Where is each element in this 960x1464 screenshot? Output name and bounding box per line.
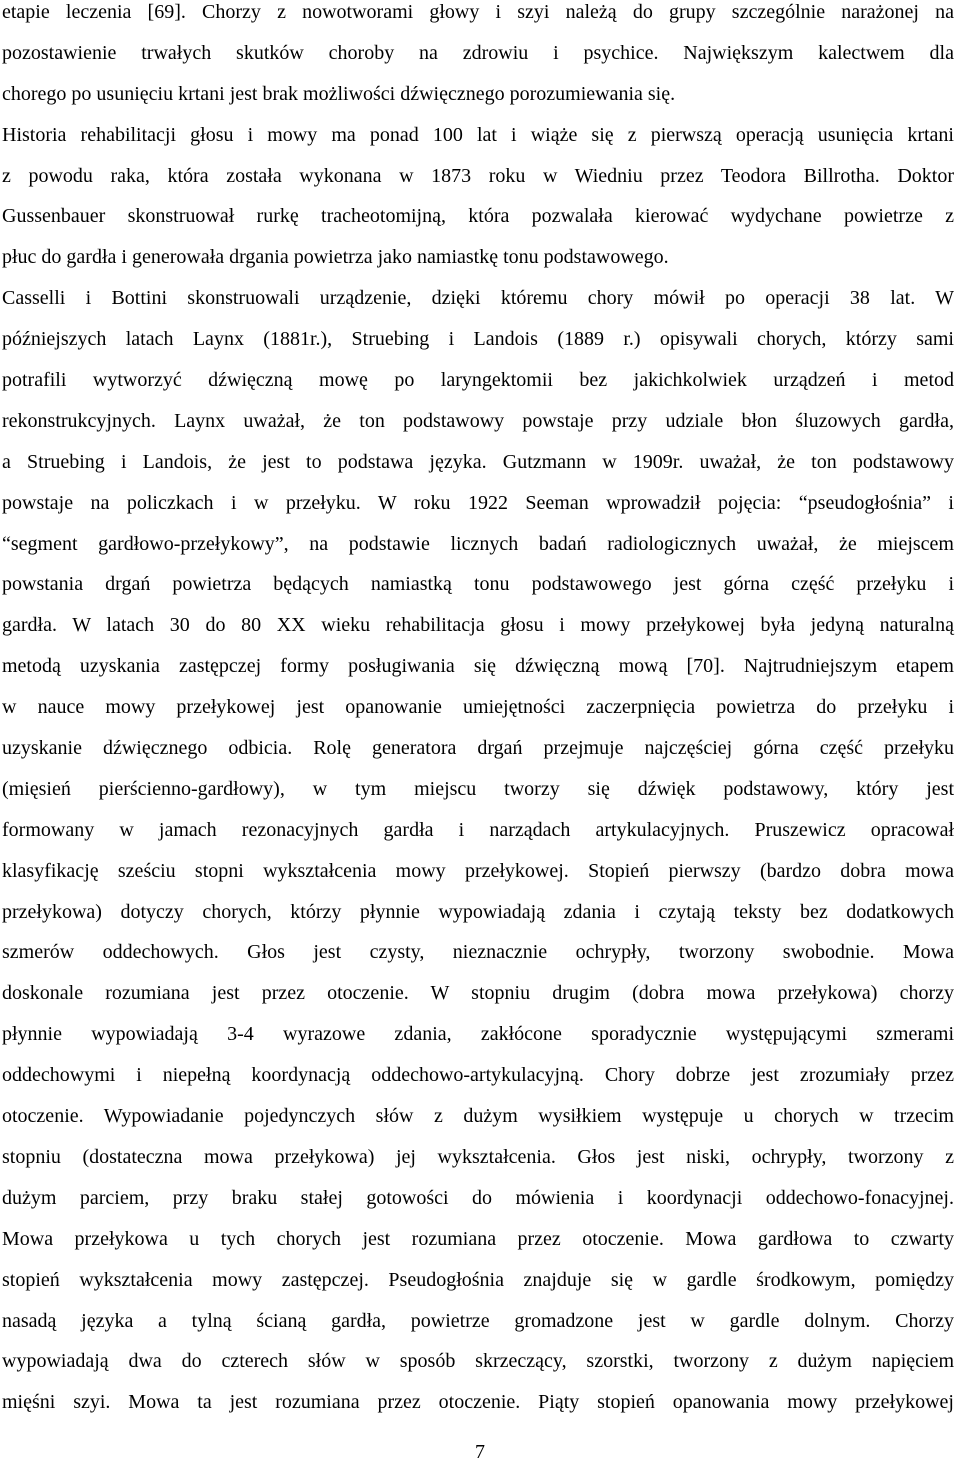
text-line: (mięsień pierścienno-gardłowy), w tym miejscu tworzy się dźwięk podstawowy, który jest [2, 777, 954, 800]
text-line: “segment gardłowo-przełykowy”, na podstawie licznych badań radiologicznych uważał, że miejscem [2, 532, 954, 555]
body-text [2, 0, 954, 1423]
text-line: późniejszych latach Laynx (1881r.), Struebing i Landois (1889 r.) opisywali chorych, którzy sami [2, 328, 954, 351]
text-line: z powodu raka, która została wykonana w 1873 roku w Wiedniu przez Teodora Billrotha. Doktor [2, 164, 954, 187]
text-line: stopień wykształcenia mowy zastępczej. Pseudogłośnia znajduje się w gardle środkowym, pomiędzy [2, 1268, 954, 1291]
text-line: otoczenie. Wypowiadanie pojedynczych słów z dużym wysiłkiem występuje u chorych w trzecim [2, 1105, 954, 1128]
text-line: uzyskanie dźwięcznego odbicia. Rolę generatora drgań przejmuje najczęściej górna część przełyku [2, 737, 954, 760]
text-line: klasyfikację sześciu stopni wykształcenia mowy przełykowej. Stopień pierwszy (bardzo dobra mowa [2, 859, 954, 882]
text-line: potrafili wytworzyć dźwięczną mowę po laryngektomii bez jakichkolwiek urządzeń i metod [2, 369, 954, 392]
text-line: chorego po usunięciu krtani jest brak możliwości dźwięcznego porozumiewania się. [2, 82, 676, 105]
text-line: gardła. W latach 30 do 80 XX wieku rehabilitacja głosu i mowy przełykowej była jedyną naturalną [2, 614, 954, 637]
text-line: formowany w jamach rezonacyjnych gardła i narządach artykulacyjnych. Pruszewicz opracował [2, 818, 954, 841]
text-line: płynnie wypowiadają 3-4 wyrazowe zdania, zakłócone sporadycznie występującymi szmerami [2, 1023, 954, 1046]
text-line: wypowiadają dwa do czterech słów w sposób skrzeczący, szorstki, tworzony z dużym napięciem [2, 1350, 954, 1373]
text-line: w nauce mowy przełykowej jest opanowanie umiejętności zaczerpnięcia powietrza do przełyku i [2, 696, 954, 719]
text-line: przełykowa) dotyczy chorych, którzy płynnie wypowiadają zdania i czytają teksty bez dodatkowych [2, 900, 954, 923]
text-line: szmerów oddechowych. Głos jest czysty, nieznacznie ochrypły, tworzony swobodnie. Mowa [2, 941, 954, 964]
text-line: płuc do gardła i generowała drgania powietrza jako namiastkę tonu podstawowego. [2, 246, 669, 269]
text-line: dużym parciem, przy braku stałej gotowości do mówienia i koordynacji oddechowo-fonacyjnej. [2, 1186, 954, 1209]
text-line: pozostawienie trwałych skutków choroby na zdrowiu i psychice. Największym kalectwem dla [2, 41, 954, 64]
text-line: Gussenbauer skonstruował rurkę tracheotomijną, która pozwalała kierować wydychane powietrze z [2, 205, 954, 228]
text-line: Casselli i Bottini skonstruowali urządzenie, dzięki któremu chory mówił po operacji 38 lat. W [2, 287, 954, 310]
text-line: doskonale rozumiana jest przez otoczenie. W stopniu drugim (dobra mowa przełykowa) chorzy [2, 982, 954, 1005]
text-line: rekonstrukcyjnych. Laynx uważał, że ton podstawowy powstaje przy udziale błon śluzowych gardła, [2, 409, 954, 432]
text-line: stopniu (dostateczna mowa przełykowa) jej wykształcenia. Głos jest niski, ochrypły, tworzony z [2, 1145, 954, 1168]
text-line: Mowa przełykowa u tych chorych jest rozumiana przez otoczenie. Mowa gardłowa to czwarty [2, 1227, 954, 1250]
text-line: powstaje na policzkach i w przełyku. W roku 1922 Seeman wprowadził pojęcia: “pseudogłośnia” i [2, 491, 954, 514]
text-line: Historia rehabilitacji głosu i mowy ma ponad 100 lat i wiąże się z pierwszą operacją usunięcia krtani [2, 123, 954, 146]
text-line: etapie leczenia [69]. Chorzy z nowotworami głowy i szyi należą do grupy szczególnie narażonej na [2, 1, 954, 23]
text-line: mięśni szyi. Mowa ta jest rozumiana przez otoczenie. Piąty stopień opanowania mowy przełykowej [2, 1391, 954, 1414]
text-line: a Struebing i Landois, że jest to podstawa języka. Gutzmann w 1909r. uważał, że ton podstawowy [2, 450, 954, 473]
text-line: metodą uzyskania zastępczej formy posługiwania się dźwięczną mową [70]. Najtrudniejszym etapem [2, 655, 954, 678]
page-number: 7 [475, 1441, 485, 1463]
text-line: powstania drgań powietrza będących namiastką tonu podstawowego jest górna część przełyku i [2, 573, 954, 596]
text-line: nasadą języka a tylną ścianą gardła, powietrze gromadzone jest w gardle dolnym. Chorzy [2, 1309, 954, 1332]
text-line: oddechowymi i niepełną koordynacją oddechowo-artykulacyjną. Chory dobrze jest zrozumiały przez [2, 1064, 954, 1087]
